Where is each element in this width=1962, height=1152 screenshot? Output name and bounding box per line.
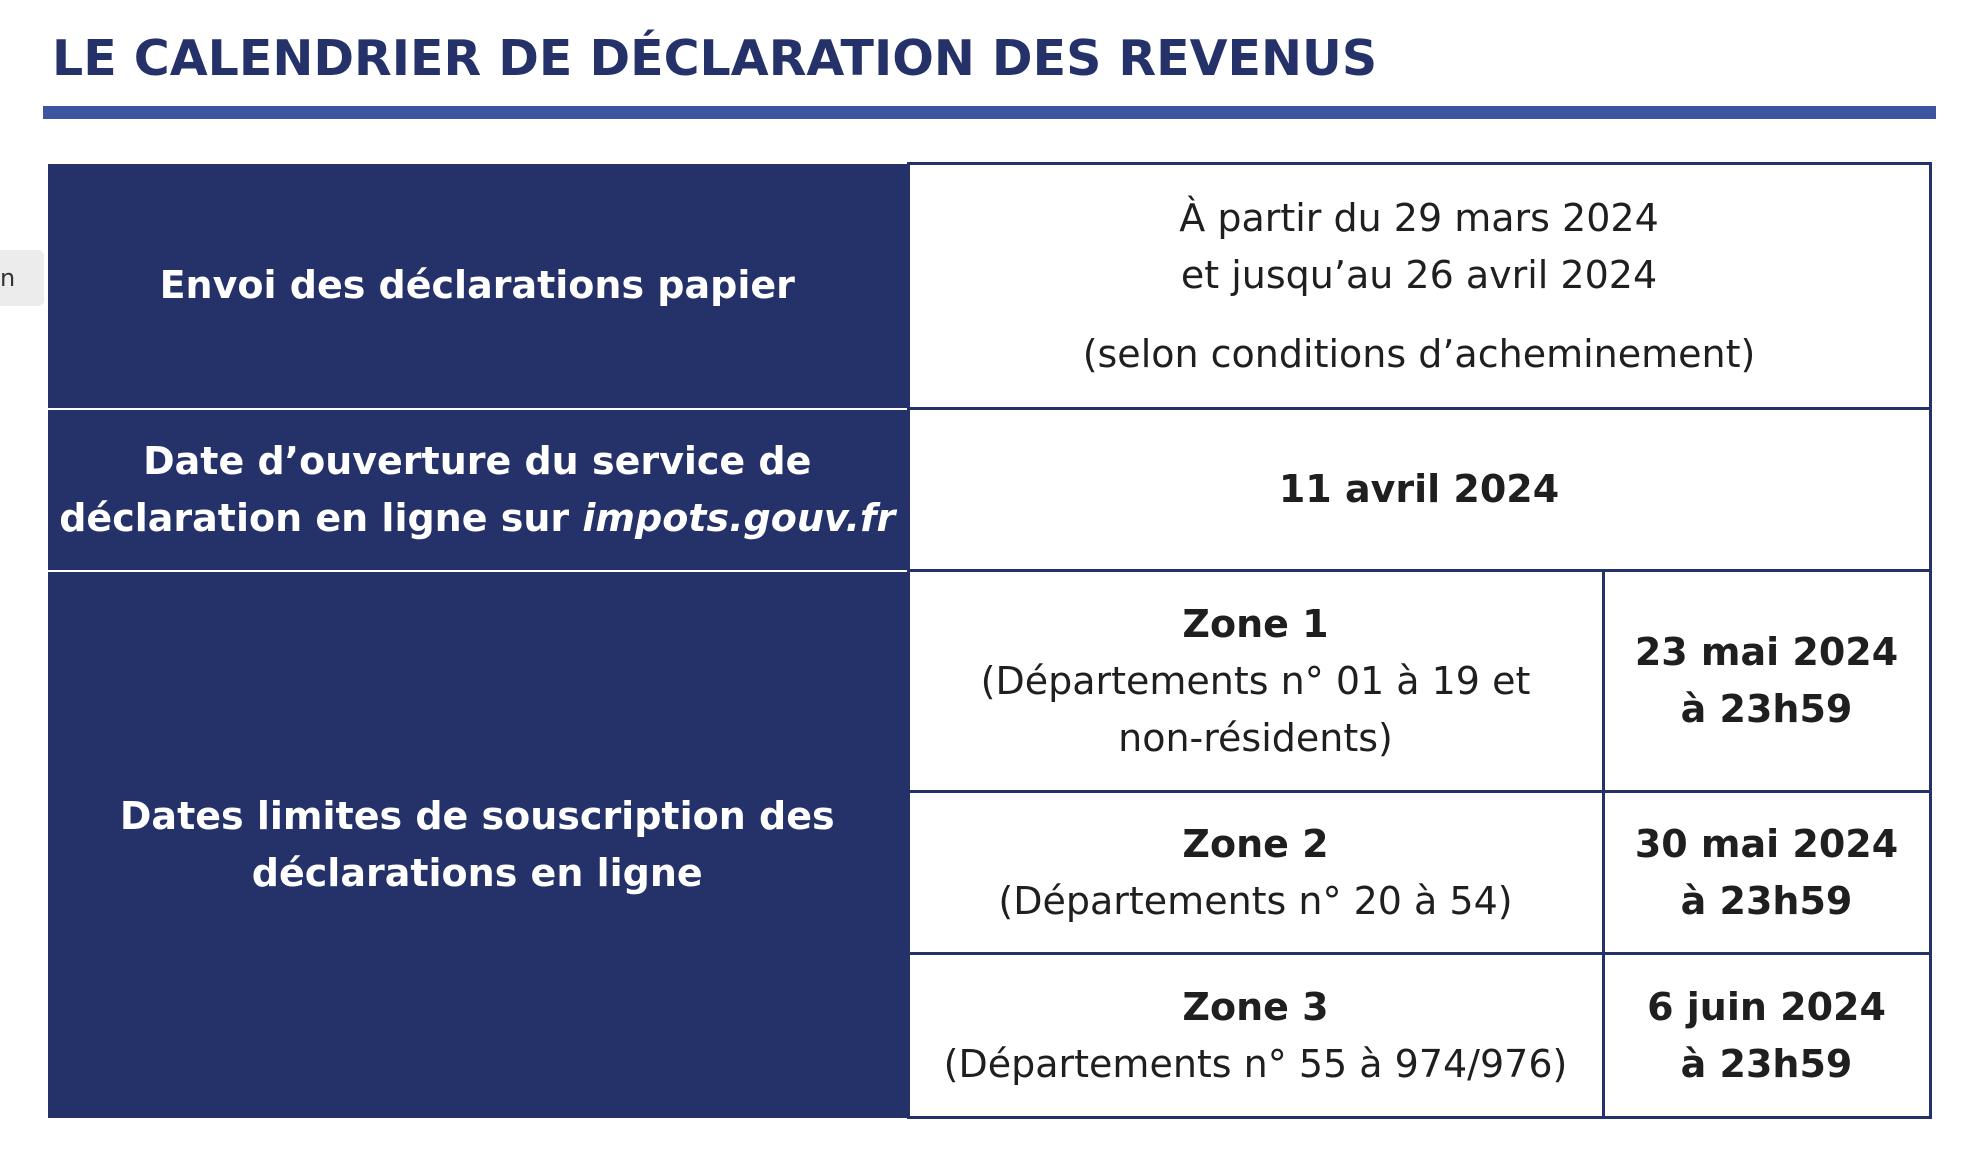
label-text: déclaration en ligne sur (59, 495, 583, 540)
zone-2-cell (908, 792, 1603, 954)
deadline-date: 6 juin 2024 (1647, 984, 1886, 1029)
deadline-date: 30 mai 2024 (1634, 821, 1899, 866)
table-row (48, 571, 1930, 792)
zone-2-deadline (1603, 792, 1930, 954)
website-name: impots.gouv.fr (582, 495, 896, 540)
zone-1-cell (908, 571, 1603, 792)
zone-3-cell (908, 954, 1603, 1118)
zone-detail: (Départements n° 20 à 54) (998, 878, 1513, 923)
label-line: Date d’ouverture du service de (143, 438, 812, 483)
online-opening-date (908, 409, 1930, 571)
row-label-paper-declarations (48, 164, 908, 409)
deadline-time: à 23h59 (1680, 687, 1853, 731)
table-row (48, 409, 1930, 571)
zone-detail: (Départements n° 01 à 19 et (980, 658, 1531, 703)
side-tab[interactable] (0, 250, 44, 306)
side-tab-text: n (0, 264, 16, 292)
value-line: À partir du 29 mars 2024 (1179, 195, 1659, 240)
label-text: Envoi des déclarations papier (159, 263, 795, 307)
zone-name: Zone 1 (1182, 601, 1329, 646)
deadline-time: à 23h59 (1680, 878, 1853, 923)
deadline-date: 23 mai 2024 (1634, 630, 1899, 674)
label-line: Dates limites de souscription des (119, 793, 835, 838)
title-underline (43, 106, 1936, 119)
label-line (58, 490, 897, 547)
value-note: (selon conditions d’acheminement) (1082, 331, 1756, 376)
row-label-online-deadlines (48, 571, 908, 1118)
row-label-online-opening (48, 409, 908, 571)
zone-name: Zone 3 (1182, 984, 1329, 1029)
page-title: LE CALENDRIER DE DÉCLARATION DES REVENUS (52, 30, 1378, 87)
zone-detail: non-résidents) (1118, 715, 1393, 760)
table-row (48, 164, 1930, 409)
deadline-time: à 23h59 (1680, 1041, 1853, 1086)
paper-declaration-dates (908, 164, 1930, 409)
zone-3-deadline (1603, 954, 1930, 1118)
zone-detail: (Départements n° 55 à 974/976) (943, 1041, 1568, 1086)
zone-name: Zone 2 (1182, 821, 1329, 866)
tax-calendar-table (48, 162, 1932, 1119)
value-line: et jusqu’au 26 avril 2024 (1180, 252, 1658, 297)
label-line: déclarations en ligne (251, 850, 703, 895)
zone-1-deadline (1603, 571, 1930, 792)
value-text: 11 avril 2024 (1278, 467, 1560, 511)
